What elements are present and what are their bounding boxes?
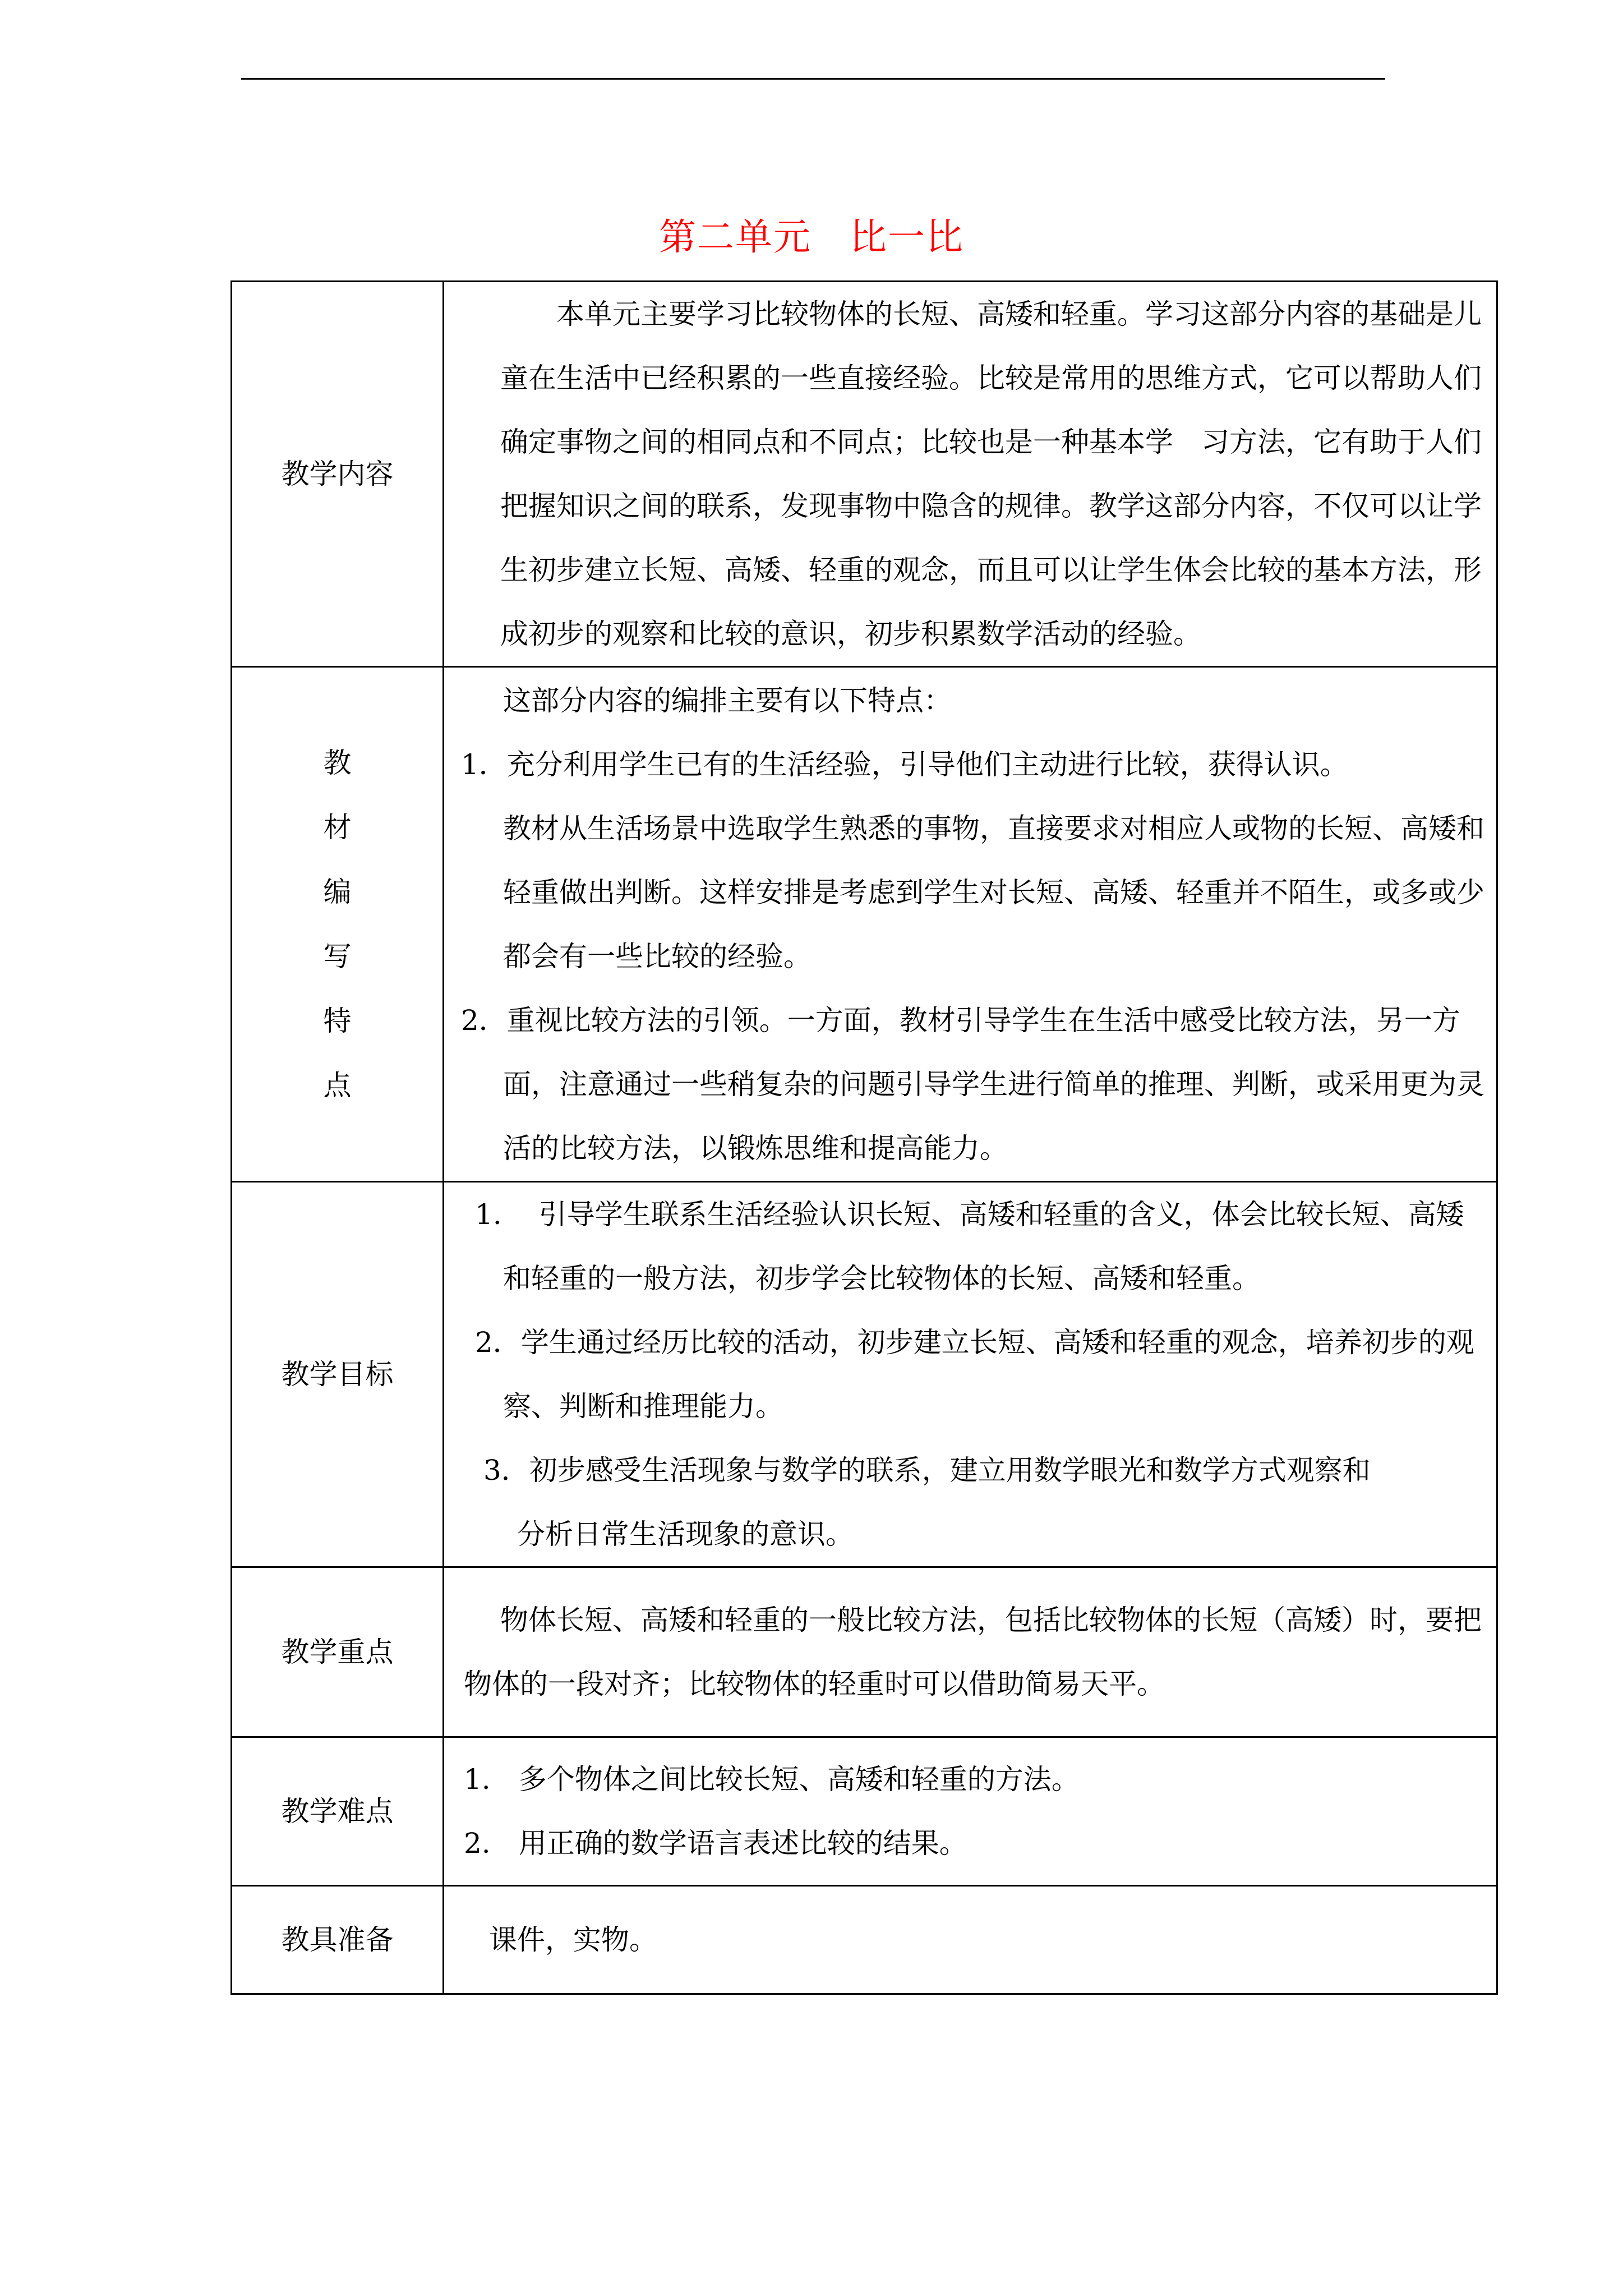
teaching-goals-cell (444, 1182, 1497, 1567)
label-char: 材 (323, 811, 352, 844)
header-rule (241, 78, 1385, 80)
label-char: 点 (323, 1069, 352, 1102)
difficulties-cell (444, 1737, 1497, 1886)
row-label-teaching-aids: 教具准备 (232, 1886, 444, 1994)
label-char: 教 (323, 746, 352, 779)
teaching-aids-text: 课件，实物。 (489, 1924, 657, 1956)
feature-1-body: 教材从生活场景中选取学生熟悉的事物，直接要求对相应人或物的长短、高矮和轻重做出判断。这样安排是考虑到学生对长短、高矮、轻重并不陌生，或多或少都会有一些比较的经验。 (503, 812, 1484, 973)
row-label-key-points: 教学重点 (232, 1567, 444, 1737)
table-row-textbook-features (232, 667, 1497, 1182)
table-row-teaching-content (232, 282, 1497, 667)
row-label-textbook-features (232, 667, 444, 1182)
table-row-teaching-goals (232, 1182, 1497, 1567)
difficulty-1: 1. 多个物体之间比较长短、高矮和轻重的方法。 (464, 1763, 1080, 1796)
page-title: 第二单元 比一比 (659, 215, 964, 259)
row-label-difficulties: 教学难点 (232, 1737, 444, 1886)
table-row-key-points (232, 1567, 1497, 1737)
row-label-teaching-content: 教学内容 (232, 282, 444, 667)
goal-3-line-2: 分析日常生活现象的意识。 (517, 1518, 854, 1550)
teaching-content-cell (444, 282, 1497, 667)
teaching-aids-cell (444, 1886, 1497, 1994)
key-points-text: 物体长短、高矮和轻重的一般比较方法，包括比较物体的长短（高矮）时，要把物体的一段对齐；比较物体的轻重时可以借助简易天平。 (464, 1604, 1482, 1700)
feature-2: 2．重视比较方法的引领。一方面，教材引导学生在生活中感受比较方法，另一方面，注意通过一些稍复杂的问题引导学生进行简单的推理、判断，或采用更为灵活的比较方法，以锻炼思维和提高能力。 (461, 1004, 1484, 1165)
row-label-teaching-goals: 教学目标 (232, 1182, 444, 1567)
textbook-features-cell (444, 667, 1497, 1182)
label-char: 特 (323, 1004, 352, 1037)
difficulty-2: 2. 用正确的数学语言表述比较的结果。 (464, 1827, 967, 1860)
features-intro: 这部分内容的编排主要有以下特点： (503, 684, 952, 717)
key-points-cell (444, 1567, 1497, 1737)
table-row-teaching-aids (232, 1886, 1497, 1994)
label-char: 写 (323, 940, 352, 973)
goal-2: 2．学生通过经历比较的活动，初步建立长短、高矮和轻重的观念，培养初步的观察、判断和推理能力。 (475, 1326, 1474, 1423)
label-char: 编 (323, 875, 352, 908)
teaching-content-text: 本单元主要学习比较物体的长短、高矮和轻重。学习这部分内容的基础是儿童在生活中已经积累的一些直接经验。比较是常用的思维方式，它可以帮助人们确定事物之间的相同点和不同点；比较也是一种基本学 习方法，它有助于人们把握知识之间的联系，发现事物中隐含的规律。教学这部分内容，不仅可以让学生初步建立长短、高矮、轻重的观念，而且可以让学生体会比较的基本方法，形成初步的观察和比较的意识，初步积累数学活动的经验。 (500, 298, 1482, 650)
goal-3-line-1: 3．初步感受生活现象与数学的联系，建立用数学眼光和数学方式观察和 (483, 1454, 1371, 1487)
table-row-difficulties (232, 1737, 1497, 1886)
goal-1: 1. 引导学生联系生活经验认识长短、高矮和轻重的含义，体会比较长短、高矮和轻重的一般方法，初步学会比较物体的长短、高矮和轻重。 (475, 1198, 1464, 1295)
feature-1-title: 1．充分利用学生已有的生活经验，引导他们主动进行比较，获得认识。 (461, 748, 1348, 781)
lesson-plan-table (230, 280, 1498, 1995)
